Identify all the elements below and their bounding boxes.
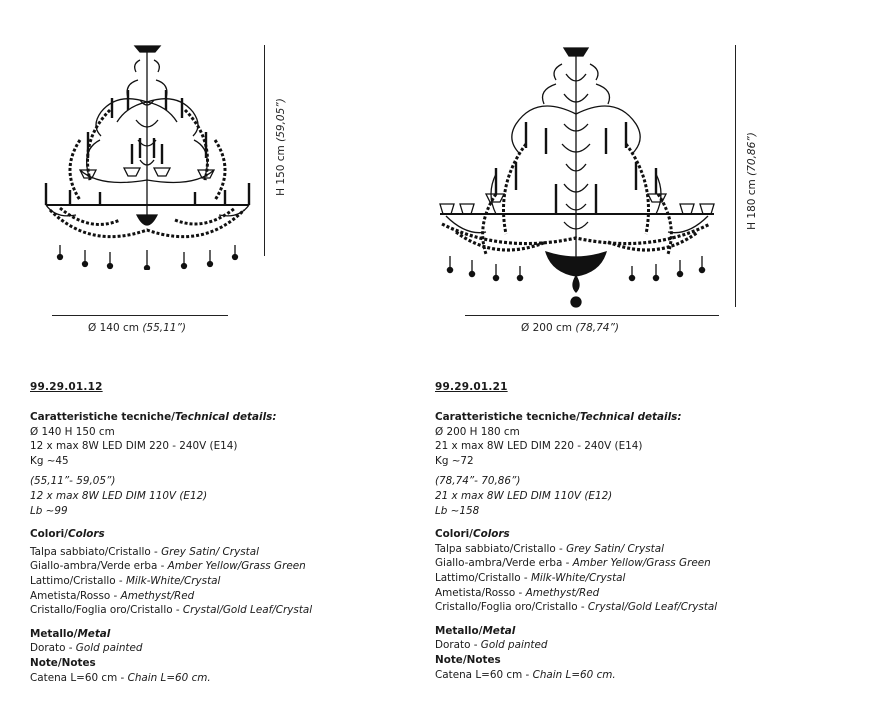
diameter-dimension-line <box>52 315 228 316</box>
height-dimension-line <box>735 45 736 307</box>
product-code: 99.29.01.21 <box>435 381 508 393</box>
tech-line: 21 x max 8W LED DIM 220 - 240V (E14) <box>435 440 643 453</box>
tech-line-imperial: 12 x max 8W LED DIM 110V (E12) <box>30 489 208 502</box>
color-item: Lattimo/Cristallo - Milk-White/Crystal <box>435 571 626 584</box>
tech-line: Ø 140 H 150 cm <box>30 425 115 438</box>
diameter-dimension-line <box>465 315 719 316</box>
tech-title: Caratteristiche tecniche/Technical details: <box>30 411 277 423</box>
height-dimension-label: H 150 cm (59,05”) <box>275 98 287 196</box>
tech-line: 12 x max 8W LED DIM 220 - 240V (E14) <box>30 440 238 453</box>
height-dimension-line <box>264 45 265 256</box>
notes-value: Catena L=60 cm - Chain L=60 cm. <box>435 668 616 681</box>
color-item: Lattimo/Cristallo - Milk-White/Crystal <box>30 574 221 587</box>
color-item: Ametista/Rosso - Amethyst/Red <box>435 586 600 599</box>
diameter-dimension-label: Ø 140 cm (55,11”) <box>88 322 187 334</box>
color-item: Cristallo/Foglia oro/Cristallo - Crystal/Gold Leaf/Crystal <box>30 604 313 617</box>
product-details <box>30 410 450 685</box>
tech-line-imperial: Lb ~158 <box>435 504 480 517</box>
tech-line-imperial: (55,11”- 59,05”) <box>30 475 116 488</box>
color-item: Giallo-ambra/Verde erba - Amber Yellow/Grass Green <box>30 560 306 573</box>
color-item: Talpa sabbiato/Cristallo - Grey Satin/ Crystal <box>30 545 259 558</box>
product-code: 99.29.01.12 <box>30 381 103 393</box>
notes-value: Catena L=60 cm - Chain L=60 cm. <box>30 671 211 684</box>
product-details <box>435 410 855 682</box>
chandelier-12-lights-drawing-icon <box>40 40 255 270</box>
metal-title: Metallo/Metal <box>435 624 516 637</box>
colors-title: Colori/Colors <box>30 528 105 541</box>
notes-title: Note/Notes <box>435 653 501 666</box>
tech-line-imperial: (78,74”- 70,86”) <box>435 475 521 488</box>
tech-line: Ø 200 H 180 cm <box>435 425 520 438</box>
tech-line: Kg ~45 <box>30 454 69 467</box>
chandelier-21-lights-drawing-icon <box>436 44 718 312</box>
metal-title: Metallo/Metal <box>30 627 111 640</box>
diameter-dimension-label: Ø 200 cm (78,74”) <box>521 322 620 334</box>
metal-value: Dorato - Gold painted <box>30 642 143 655</box>
tech-line-imperial: Lb ~99 <box>30 504 68 517</box>
tech-line: Kg ~72 <box>435 454 474 467</box>
tech-title: Caratteristiche tecniche/Technical details: <box>435 411 682 423</box>
color-item: Ametista/Rosso - Amethyst/Red <box>30 589 195 602</box>
notes-title: Note/Notes <box>30 656 96 669</box>
metal-value: Dorato - Gold painted <box>435 639 548 652</box>
color-item: Giallo-ambra/Verde erba - Amber Yellow/Grass Green <box>435 557 711 570</box>
colors-title: Colori/Colors <box>435 528 510 541</box>
color-item: Cristallo/Foglia oro/Cristallo - Crystal/Gold Leaf/Crystal <box>435 601 718 614</box>
color-item: Talpa sabbiato/Cristallo - Grey Satin/ Crystal <box>435 542 664 555</box>
tech-line-imperial: 21 x max 8W LED DIM 110V (E12) <box>435 489 613 502</box>
height-dimension-label: H 180 cm (70,86”) <box>746 132 758 230</box>
